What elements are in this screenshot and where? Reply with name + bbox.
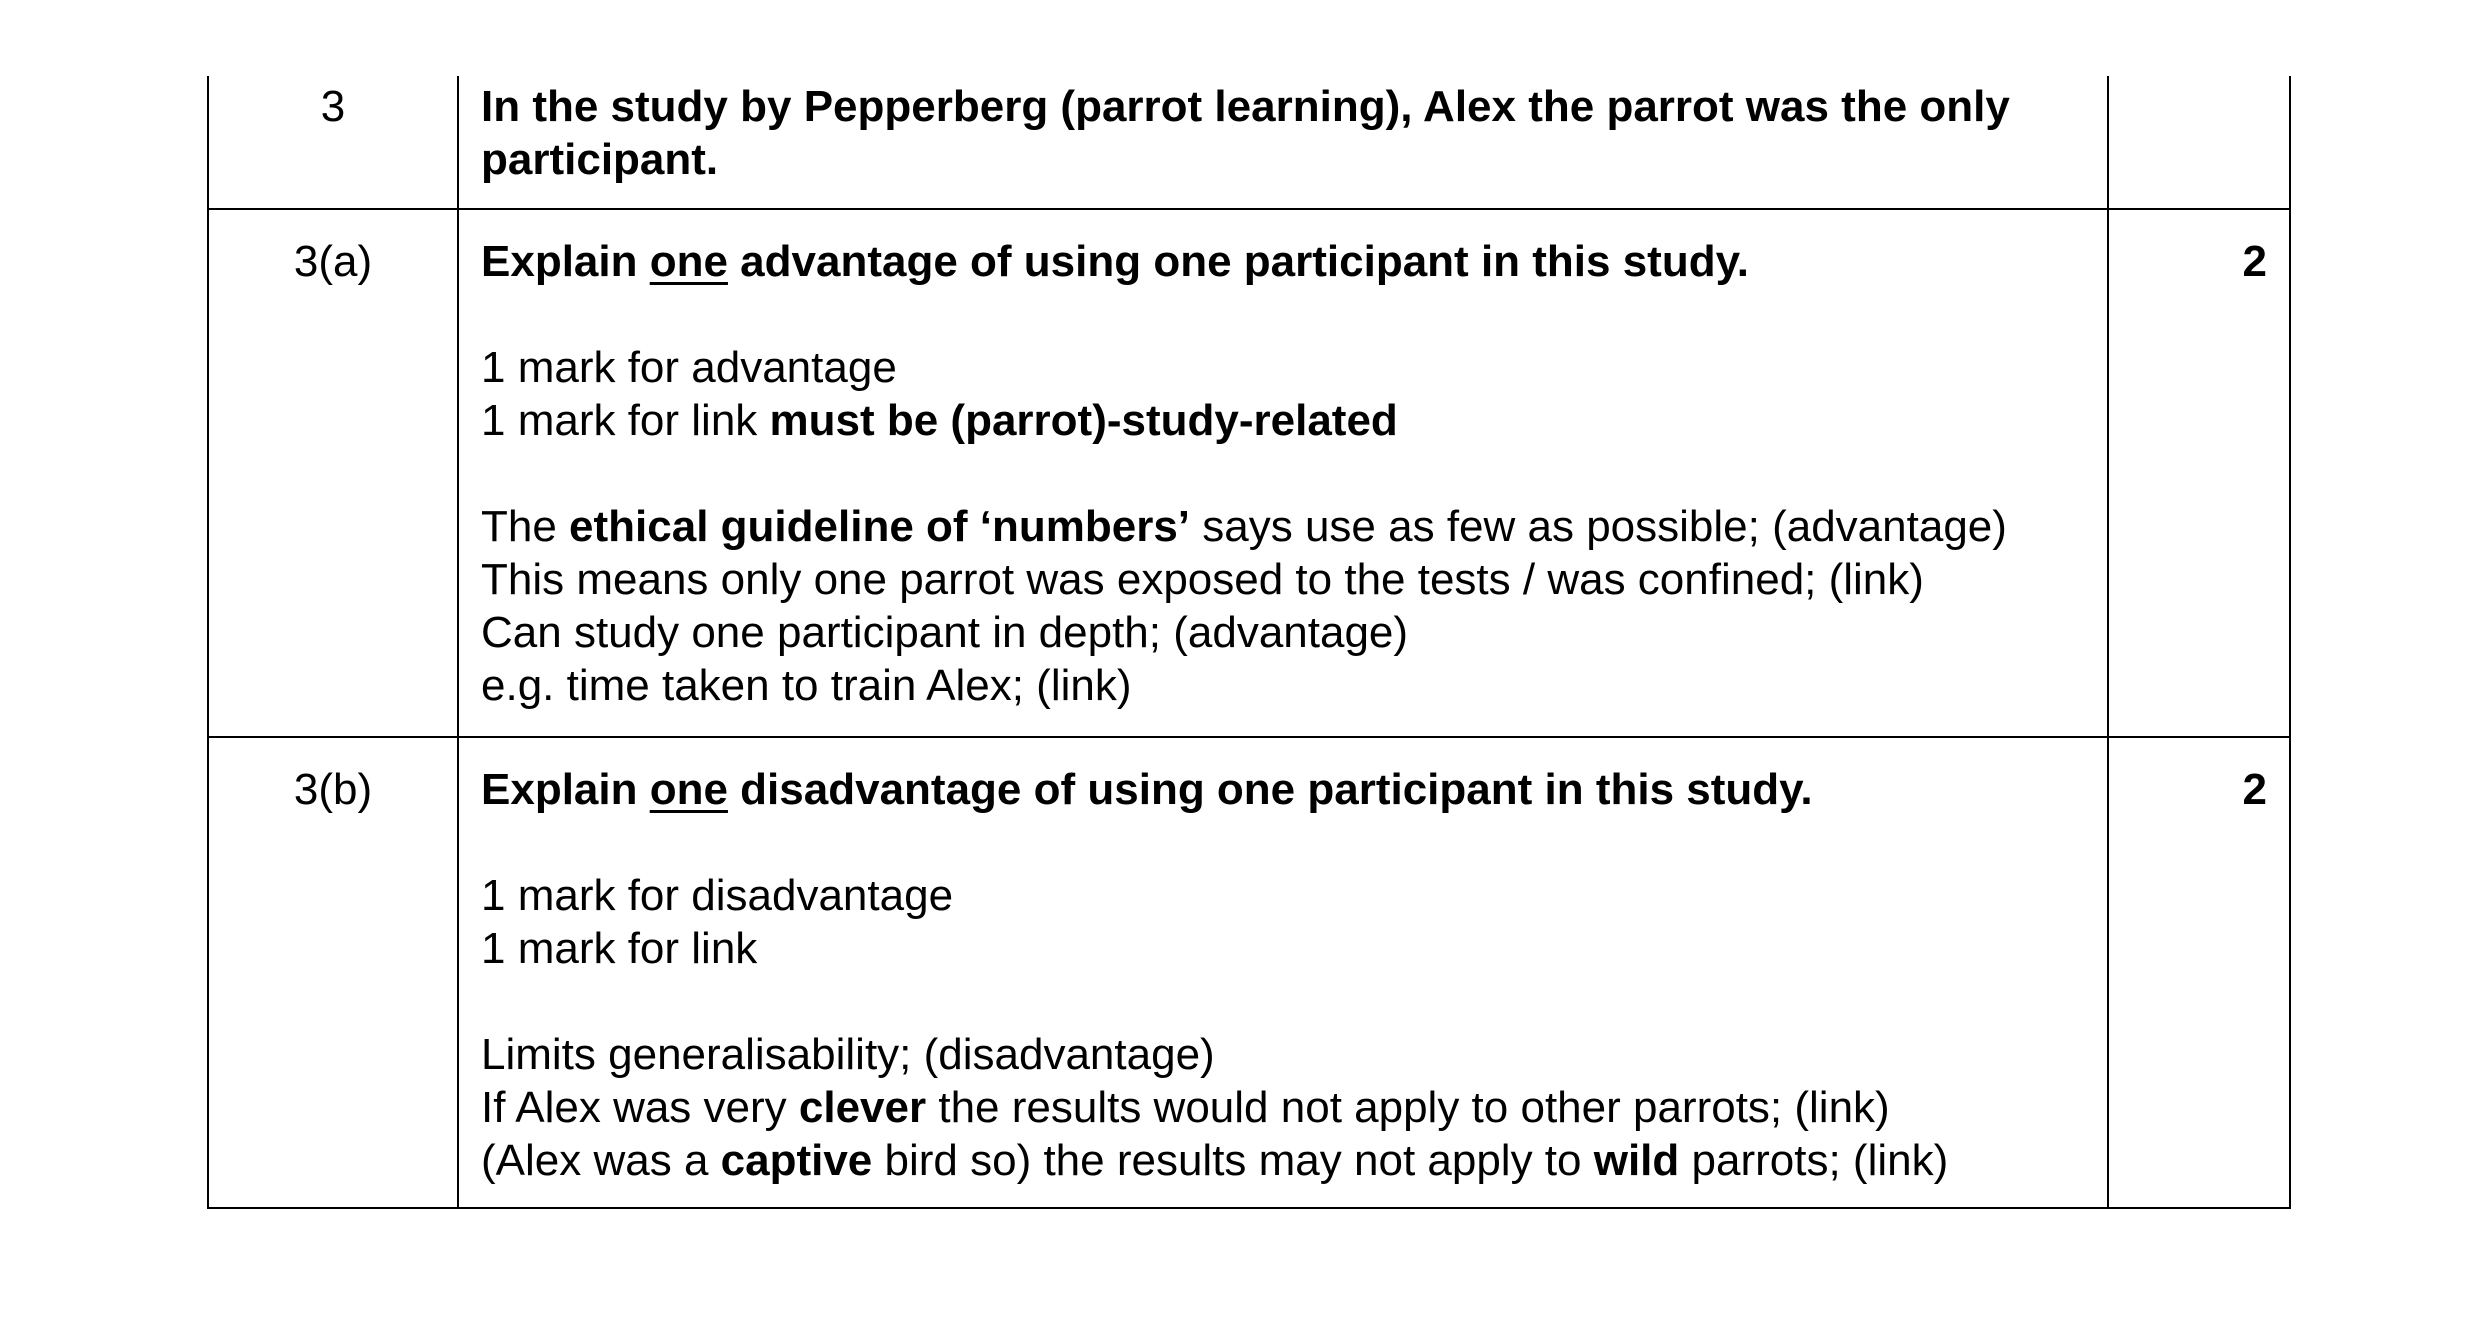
table-row-question-3 <box>208 76 2290 209</box>
answer-point: This means only one parrot was exposed to the tests / was confined; (link) <box>481 555 1924 604</box>
marks-cell <box>2108 76 2290 209</box>
answer-text: The <box>481 502 570 551</box>
marks-cell: 2 <box>2108 209 2290 737</box>
stem-underlined-word: one <box>649 765 728 814</box>
answer-point <box>481 1081 2089 1134</box>
answer-text: the results would not apply to other parrots; (link) <box>926 1083 1890 1132</box>
answer-text: bird so) the results may not apply to <box>872 1136 1594 1185</box>
question-stem: In the study by Pepperberg (parrot learning), Alex the parrot was the only participant. <box>481 82 2010 184</box>
answer-cell <box>458 737 2108 1208</box>
answer-point: Limits generalisability; (disadvantage) <box>481 1030 1215 1079</box>
mark-criterion: 1 mark for link <box>481 924 758 973</box>
answer-point <box>481 500 2089 553</box>
mark-scheme-table <box>207 76 2291 1209</box>
answer-point: e.g. time taken to train Alex; (link) <box>481 661 1132 710</box>
answer-emphasis: clever <box>798 1083 927 1132</box>
question-number: 3 <box>208 76 458 209</box>
answer-point: Can study one participant in depth; (advantage) <box>481 608 1409 657</box>
question-number: 3(b) <box>208 737 458 1208</box>
answer-emphasis: wild <box>1593 1136 1680 1185</box>
answer-emphasis: ethical guideline of ‘numbers’ <box>569 502 1191 551</box>
criterion-emphasis: must be (parrot)-study-related <box>769 396 1398 445</box>
mark-criterion <box>481 394 2089 447</box>
stem-text: Explain <box>481 237 650 286</box>
answer-text: parrots; (link) <box>1679 1136 1949 1185</box>
answer-cell <box>458 209 2108 737</box>
stem-text: advantage of using one participant in this study. <box>727 237 1750 286</box>
stem-text: Explain <box>481 765 650 814</box>
answer-emphasis: captive <box>720 1136 873 1185</box>
question-stem <box>481 235 2089 288</box>
criterion-text: 1 mark for link <box>481 396 770 445</box>
answer-point <box>481 1134 2089 1187</box>
answer-text: says use as few as possible; (advantage) <box>1190 502 2007 551</box>
answer-cell <box>458 76 2108 209</box>
table-row-question-3a <box>208 209 2290 737</box>
mark-criterion: 1 mark for advantage <box>481 343 897 392</box>
question-number: 3(a) <box>208 209 458 737</box>
marks-cell: 2 <box>2108 737 2290 1208</box>
question-stem <box>481 763 2089 816</box>
stem-text: disadvantage of using one participant in this study. <box>727 765 1813 814</box>
stem-underlined-word: one <box>649 237 728 286</box>
answer-text: If Alex was very <box>481 1083 799 1132</box>
table-row-question-3b <box>208 737 2290 1208</box>
answer-text: (Alex was a <box>481 1136 721 1185</box>
mark-criterion: 1 mark for disadvantage <box>481 871 954 920</box>
